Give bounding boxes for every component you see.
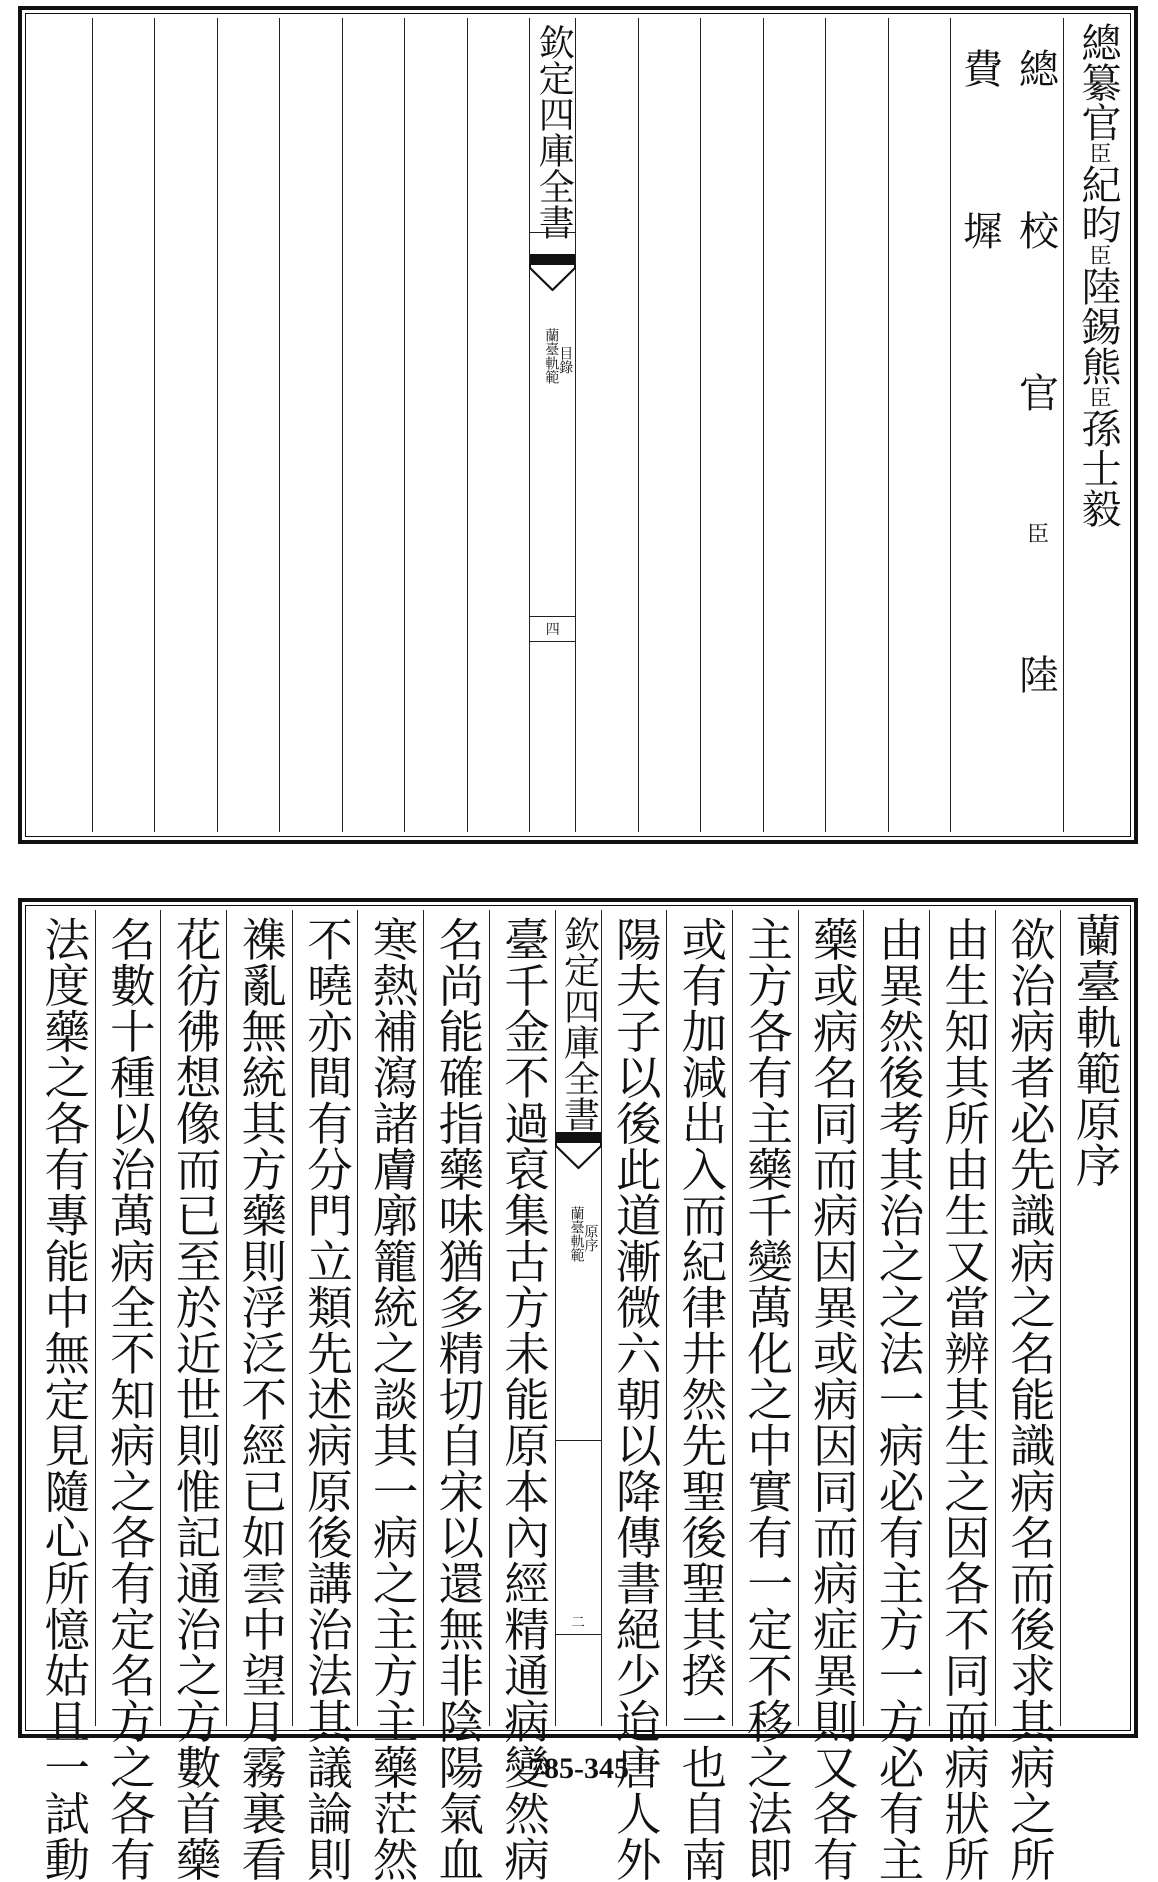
- text-column: [1060, 910, 1126, 1726]
- text-column: [30, 910, 95, 1882]
- chen-mark: 臣: [1086, 386, 1111, 408]
- column-text: 法度藥之各有專能中無定見隨心所憶姑且一試動: [37, 916, 91, 1882]
- credit-column-1: [1063, 18, 1126, 832]
- chen-mark: 臣: [1086, 142, 1111, 164]
- column-text: 襍亂無統其方藥則浮泛不經已如雲中望月霧裏看: [234, 916, 288, 1882]
- credit-role-char: 校: [1012, 210, 1059, 250]
- credit-name: 孫士毅: [1075, 408, 1121, 528]
- credit-name: 費: [956, 48, 1003, 88]
- text-column: [863, 910, 929, 1882]
- empty-column: [279, 18, 342, 832]
- section-title: 原序: [582, 1224, 599, 1252]
- column-text: 名數十種以治萬病全不知病之各有定名方之各有: [103, 916, 157, 1882]
- text-column: [601, 910, 667, 1882]
- credit-role: 總纂官: [1075, 22, 1121, 142]
- column-text: 名尚能確指藥味猶多精切自宋以還無非陰陽氣血: [431, 916, 485, 1882]
- empty-column: [825, 18, 888, 832]
- section-title: 目錄: [557, 346, 574, 374]
- page-number: 四: [530, 616, 575, 642]
- empty-column: [154, 18, 217, 832]
- text-column: [226, 910, 292, 1882]
- credit-name: 陸: [1012, 654, 1059, 694]
- center-fold: [555, 910, 601, 1726]
- credit-name: 紀昀: [1075, 164, 1121, 244]
- column-text: 或有加減出入而紀律井然先聖後聖其揆一也自南: [674, 916, 728, 1882]
- empty-column: [763, 18, 826, 832]
- chen-mark: 臣: [1086, 244, 1111, 266]
- empty-column: [700, 18, 763, 832]
- column-text: 寒熱補瀉諸膚廓籠統之談其一病之主方主藥茫然: [366, 916, 420, 1882]
- text-column: [995, 910, 1061, 1882]
- column-text: 由生知其所由生又當辨其生之因各不同而病狀所: [937, 916, 991, 1882]
- text-column: [95, 910, 161, 1882]
- text-column: [732, 910, 798, 1882]
- column-text: 由異然後考其治之之法一病必有主方一方必有主: [871, 916, 925, 1882]
- empty-column: [92, 18, 155, 832]
- chen-mark: 臣: [1023, 522, 1049, 544]
- book-title: 蘭臺軌範: [568, 1206, 585, 1262]
- text-column: [357, 910, 423, 1882]
- column-text: 藥或病名同而病因異或病因同而病症異則又各有: [806, 916, 860, 1882]
- text-column: [798, 910, 864, 1882]
- empty-column: [575, 18, 638, 832]
- credit-role-char: 官: [1012, 372, 1059, 412]
- text-column: [423, 910, 489, 1882]
- column-text: 欲治病者必先識病之名能識病名而後求其病之所: [1003, 916, 1057, 1882]
- center-rule: [530, 232, 575, 233]
- center-rule: [556, 1440, 601, 1441]
- credit-name: 陸錫熊: [1075, 266, 1121, 386]
- empty-column: [888, 18, 951, 832]
- fishtail-mark: [556, 1132, 601, 1170]
- series-title: 欽定四庫全書: [533, 24, 575, 240]
- empty-column: [467, 18, 530, 832]
- column-text: 花彷彿想像而已至於近世則惟記通治之方數首藥: [169, 916, 223, 1882]
- column-text: 陽夫子以後此道漸微六朝以降傳書絕少迨唐人外: [609, 916, 663, 1882]
- credit-role-char: 總: [1012, 48, 1059, 88]
- credit-name: 墀: [956, 210, 1003, 250]
- text-column: [666, 910, 732, 1882]
- column-text: 臺千金不過裒集古方未能原本內經精通病變然病: [497, 916, 551, 1882]
- center-fold: [529, 18, 575, 832]
- empty-column: [30, 18, 92, 832]
- book-title: 蘭臺軌範: [543, 328, 560, 384]
- empty-column: [342, 18, 405, 832]
- text-column: [929, 910, 995, 1882]
- fishtail-mark: [530, 254, 575, 292]
- column-text: 主方各有主藥千變萬化之中實有一定不移之法即: [740, 916, 794, 1882]
- top-page-columns: [30, 18, 1126, 832]
- column-text: 不曉亦間有分門立類先述病原後講治法其議論則: [300, 916, 354, 1882]
- series-title: 欽定四庫全書: [558, 916, 600, 1132]
- text-column: [160, 910, 226, 1882]
- text-column: [489, 910, 555, 1882]
- empty-column: [404, 18, 467, 832]
- preface-title: 蘭臺軌範原序: [1069, 912, 1122, 1188]
- page-reference: 785-345: [529, 1752, 629, 1785]
- empty-column: [217, 18, 280, 832]
- page-number: 二: [556, 1610, 601, 1635]
- empty-column: [638, 18, 701, 832]
- credit-column-2: [950, 18, 1063, 832]
- top-page: [18, 6, 1138, 844]
- text-column: [292, 910, 358, 1882]
